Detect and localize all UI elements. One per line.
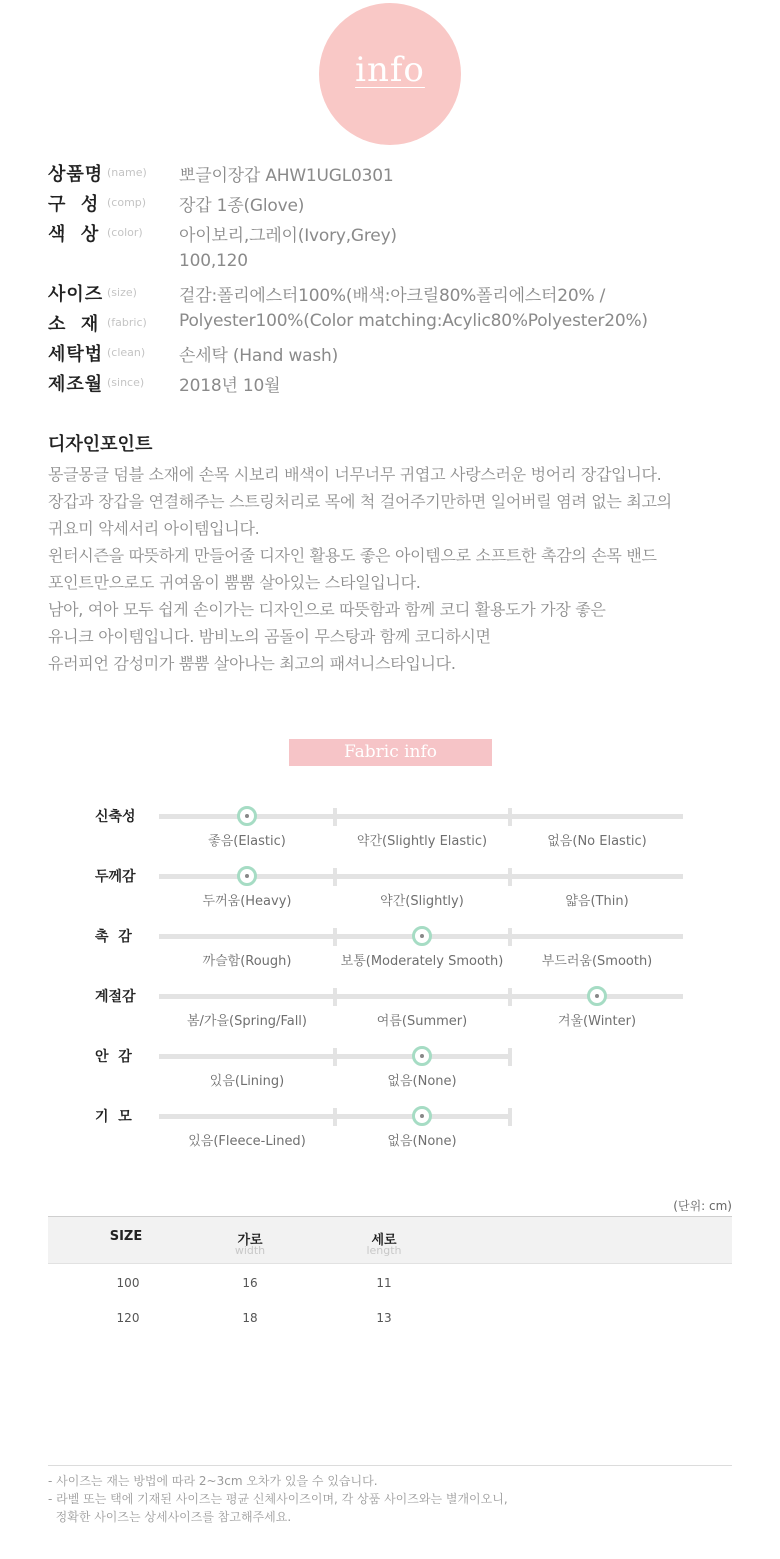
fabric-option-label: 보통(Moderately Smooth) [340,954,504,969]
design-point-line: 윈터시즌을 따뜻하게 만들어줄 디자인 활용도 좋은 아이템으로 소프트한 촉감의 손목 밴드 [48,546,657,565]
width-header: 가로 [237,1233,263,1248]
table-cell: 13 [376,1311,392,1325]
spec-row-extra [48,250,748,274]
spec-sub: (fabric) [107,316,147,329]
fabric-option-label: 까슬함(Rough) [202,954,292,969]
fabric-option-label: 좋음(Elastic) [208,834,286,849]
spec-label: 세탁법 [48,344,104,365]
design-point-title: 디자인포인트 [48,434,153,455]
spec-value: Polyester100%(Color matching:Acylic80%Polyester20%) [179,311,648,331]
fabric-scale-tick [333,928,337,946]
fabric-scale-tick [333,1108,337,1126]
length-header-sub: length [366,1244,402,1257]
info-title: info [355,50,425,90]
fabric-option-label: 얇음(Thin) [565,894,629,909]
spec-value: 아이보리,그레이(Ivory,Grey) [179,226,397,246]
table-header-border [48,1263,732,1264]
width-header-sub: width [234,1244,266,1257]
spec-row-fabric [48,310,748,334]
table-cell: 120 [116,1311,140,1325]
fabric-option-label: 겨울(Winter) [557,1014,637,1029]
fabric-scale-tick [508,1048,512,1066]
fabric-scale-tick [508,868,512,886]
design-point-line: 남아, 여아 모두 쉽게 손이가는 디자인으로 따뜻함과 함께 코디 활용도가 가장 좋은 [48,600,606,619]
spec-label: 색 상 [48,224,100,245]
spec-sub: (comp) [107,196,147,209]
spec-value: 겉감:폴리에스터100%(배색:아크릴80%폴리에스터20% / [179,286,606,306]
table-cell: 11 [376,1276,392,1290]
fabric-selected-marker [237,806,257,826]
spec-value: 2018년 10월 [179,376,281,396]
fabric-scale-tick [333,808,337,826]
fabric-option-label: 여름(Summer) [376,1014,468,1029]
spec-row-size [48,280,748,304]
fabric-option-label: 부드러움(Smooth) [541,954,653,969]
design-point-line: 몽글몽글 덤블 소재에 손목 시보리 배색이 너무너무 귀엽고 사랑스러운 벙어리 장갑입니다. [48,465,662,484]
fabric-row-label: 안 감 [95,1049,132,1065]
fabric-scale-tick [508,808,512,826]
fabric-row-label: 촉 감 [95,929,132,945]
spec-value: 뽀글이장갑 AHW1UGL0301 [179,166,394,186]
design-point-line: 장갑과 장갑을 연결해주는 스트링처리로 목에 척 걸어주기만하면 일어버릴 염려 없는 최고의 [48,492,672,511]
fabric-row-label: 신축성 [95,809,136,825]
spec-sub: (name) [107,166,147,179]
fabric-scale-tick [333,1048,337,1066]
design-point-line: 포인트만으로도 귀여움이 뿜뿜 살아있는 스타일입니다. [48,573,421,592]
table-cell: 18 [242,1311,258,1325]
fabric-info-banner: Fabric info [289,739,492,766]
spec-value: 100,120 [179,251,248,271]
fabric-selected-marker [412,1106,432,1126]
spec-row-color [48,220,748,244]
fabric-option-label: 봄/가을(Spring/Fall) [186,1014,307,1029]
fabric-scale-tick [508,928,512,946]
fabric-row-label: 두께감 [95,869,136,885]
fabric-selected-marker [412,926,432,946]
fabric-row-label: 기 모 [95,1109,132,1125]
design-point-line: 유러피언 감성미가 뿜뿜 살아나는 최고의 패셔니스타입니다. [48,654,456,673]
spec-label: 소 재 [48,314,100,335]
fabric-scale-tick [508,988,512,1006]
spec-row-name [48,160,748,184]
design-point-line: 귀요미 악세서리 아이템입니다. [48,519,260,538]
spec-value: 장갑 1종(Glove) [179,196,305,216]
fabric-scale-tick [333,868,337,886]
table-cell: 16 [242,1276,258,1290]
length-header: 세로 [371,1233,397,1248]
fabric-option-label: 있음(Fleece-Lined) [188,1134,306,1149]
fabric-scale-tick [508,1108,512,1126]
size-header: SIZE [109,1229,143,1244]
note-line: - 라벨 또는 택에 기재된 사이즈는 평균 신체사이즈이며, 각 상품 사이즈와는 별개이오니, [48,1492,508,1506]
fabric-selected-marker [412,1046,432,1066]
fabric-option-label: 없음(None) [387,1134,457,1149]
spec-value: 손세탁 (Hand wash) [179,346,339,366]
note-line: - 사이즈는 재는 방법에 따라 2~3cm 오차가 있을 수 있습니다. [48,1474,378,1488]
spec-row-since [48,370,748,394]
fabric-selected-marker [587,986,607,1006]
fabric-selected-marker [237,866,257,886]
fabric-option-label: 없음(None) [387,1074,457,1089]
fabric-option-label: 약간(Slightly) [380,894,464,909]
spec-label: 제조월 [48,374,104,395]
size-unit: (단위: cm) [673,1199,732,1213]
fabric-option-label: 없음(No Elastic) [547,834,647,849]
spec-row-clean [48,340,748,364]
spec-row-comp [48,190,748,214]
fabric-option-label: 약간(Slightly Elastic) [356,834,488,849]
note-line: 정확한 사이즈는 상세사이즈를 참고해주세요. [48,1510,292,1524]
spec-sub: (size) [107,286,137,299]
design-point-line: 유니크 아이템입니다. 밤비노의 곰돌이 무스탕과 함께 코디하시면 [48,627,491,646]
fabric-scale-tick [333,988,337,1006]
spec-sub: (clean) [107,346,146,359]
notes-divider [48,1465,732,1466]
fabric-option-label: 있음(Lining) [209,1074,285,1089]
spec-label: 구 성 [48,194,100,215]
spec-sub: (since) [107,376,145,389]
table-cell: 100 [116,1276,140,1290]
spec-label: 사이즈 [48,284,104,305]
spec-label: 상품명 [48,164,104,185]
spec-sub: (color) [107,226,143,239]
fabric-row-label: 계절감 [95,989,136,1005]
fabric-option-label: 두꺼움(Heavy) [202,894,292,909]
